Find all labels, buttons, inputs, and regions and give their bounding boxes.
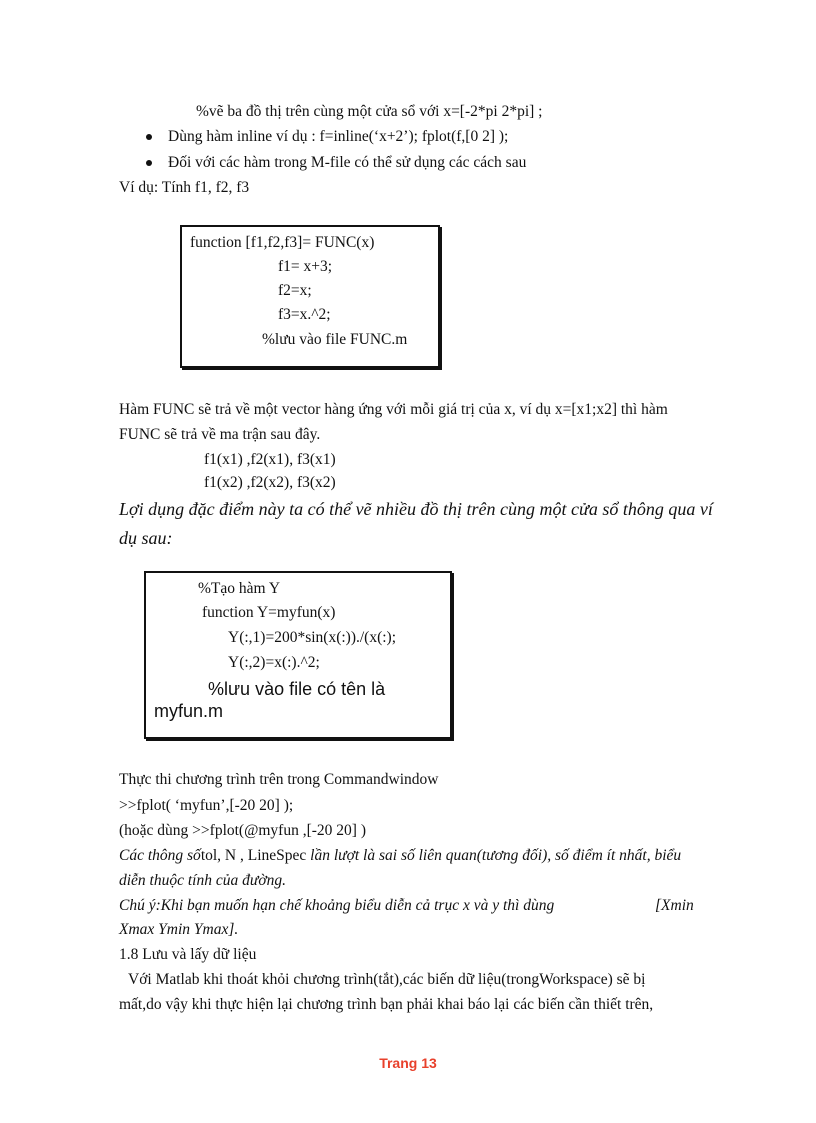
code-comment: %lưu vào file FUNC.m [262, 331, 408, 348]
params-prefix: Các thông số [119, 847, 201, 864]
matrix-row: f1(x2) ,f2(x2), f3(x2) [204, 474, 336, 491]
code-line: f1= x+3; [278, 258, 333, 275]
note-line: Xmax Ymin Ymax]. [119, 921, 239, 938]
code-line: function Y=myfun(x) [202, 604, 336, 621]
bullet-icon [146, 160, 152, 166]
matrix-row: f1(x1) ,f2(x1), f3(x1) [204, 451, 336, 468]
code-line: Y(:,2)=x(:).^2; [228, 654, 320, 671]
params-names: tol, N , LineSpec [200, 847, 307, 864]
code-comment: %Tạo hàm Y [198, 580, 281, 597]
code-box-myfun [144, 571, 452, 739]
paragraph-line: Với Matlab khi thoát khỏi chương trình(tắt),các biến dữ liệu(trongWorkspace) sẽ bị [128, 971, 646, 988]
func-desc-line: Hàm FUNC sẽ trả về một vector hàng ứng với mỗi giá trị của x, ví dụ x=[x1;x2] thì hàm [119, 401, 668, 418]
code-line: f3=x.^2; [278, 306, 331, 323]
params-line: diễn thuộc tính của đường. [119, 872, 286, 889]
code-line: Y(:,1)=200*sin(x(:))./(x(:); [228, 629, 397, 646]
bullet-icon [146, 134, 152, 140]
code-comment: myfun.m [154, 701, 224, 721]
code-line: function [f1,f2,f3]= FUNC(x) [190, 234, 375, 251]
intro-line: %vẽ ba đồ thị trên cùng một cửa sổ với x=[-2*pi 2*pi] ; [196, 103, 543, 120]
page-number: Trang 13 [379, 1055, 437, 1071]
bullet-item: Dùng hàm inline ví dụ : f=inline(‘x+2’); fplot(f,[0 2] ); [168, 128, 509, 145]
params-desc: lần lượt là sai số liên quan(tương đối), số điểm ít nhất, biểu [306, 847, 682, 864]
code-line: f2=x; [278, 282, 312, 299]
code-box-func [180, 225, 440, 368]
example-title: Ví dụ: Tính f1, f2, f3 [119, 179, 250, 196]
advantage-line: dụ sau: [119, 528, 173, 548]
paragraph-line: mất,do vậy khi thực hiện lại chương trình bạn phải khai báo lại các biến cần thiết trên, [119, 996, 654, 1013]
section-title: 1.8 Lưu và lấy dữ liệu [119, 946, 257, 963]
note-line-right: [Xmin [655, 897, 694, 914]
func-desc-line: FUNC sẽ trả về ma trận sau đây. [119, 426, 321, 443]
exec-title: Thực thi chương trình trên trong Commandwindow [119, 771, 439, 788]
note-line: Chú ý:Khi bạn muốn hạn chế khoảng biểu diễn cả trục x và y thì dùng [119, 897, 555, 914]
exec-alternative: (hoặc dùng >>fplot(@myfun ,[-20 20] ) [119, 822, 366, 839]
params-line [119, 846, 681, 866]
advantage-line: Lợi dụng đặc điểm này ta có thể vẽ nhiều đồ thị trên cùng một cửa sổ thông qua ví [119, 499, 713, 519]
exec-command: >>fplot( ‘myfun’,[-20 20] ); [119, 797, 294, 814]
code-comment: %lưu vào file có tên là [208, 679, 386, 699]
bullet-item: Đối với các hàm trong M-file có thể sử dụng các cách sau [168, 154, 527, 171]
